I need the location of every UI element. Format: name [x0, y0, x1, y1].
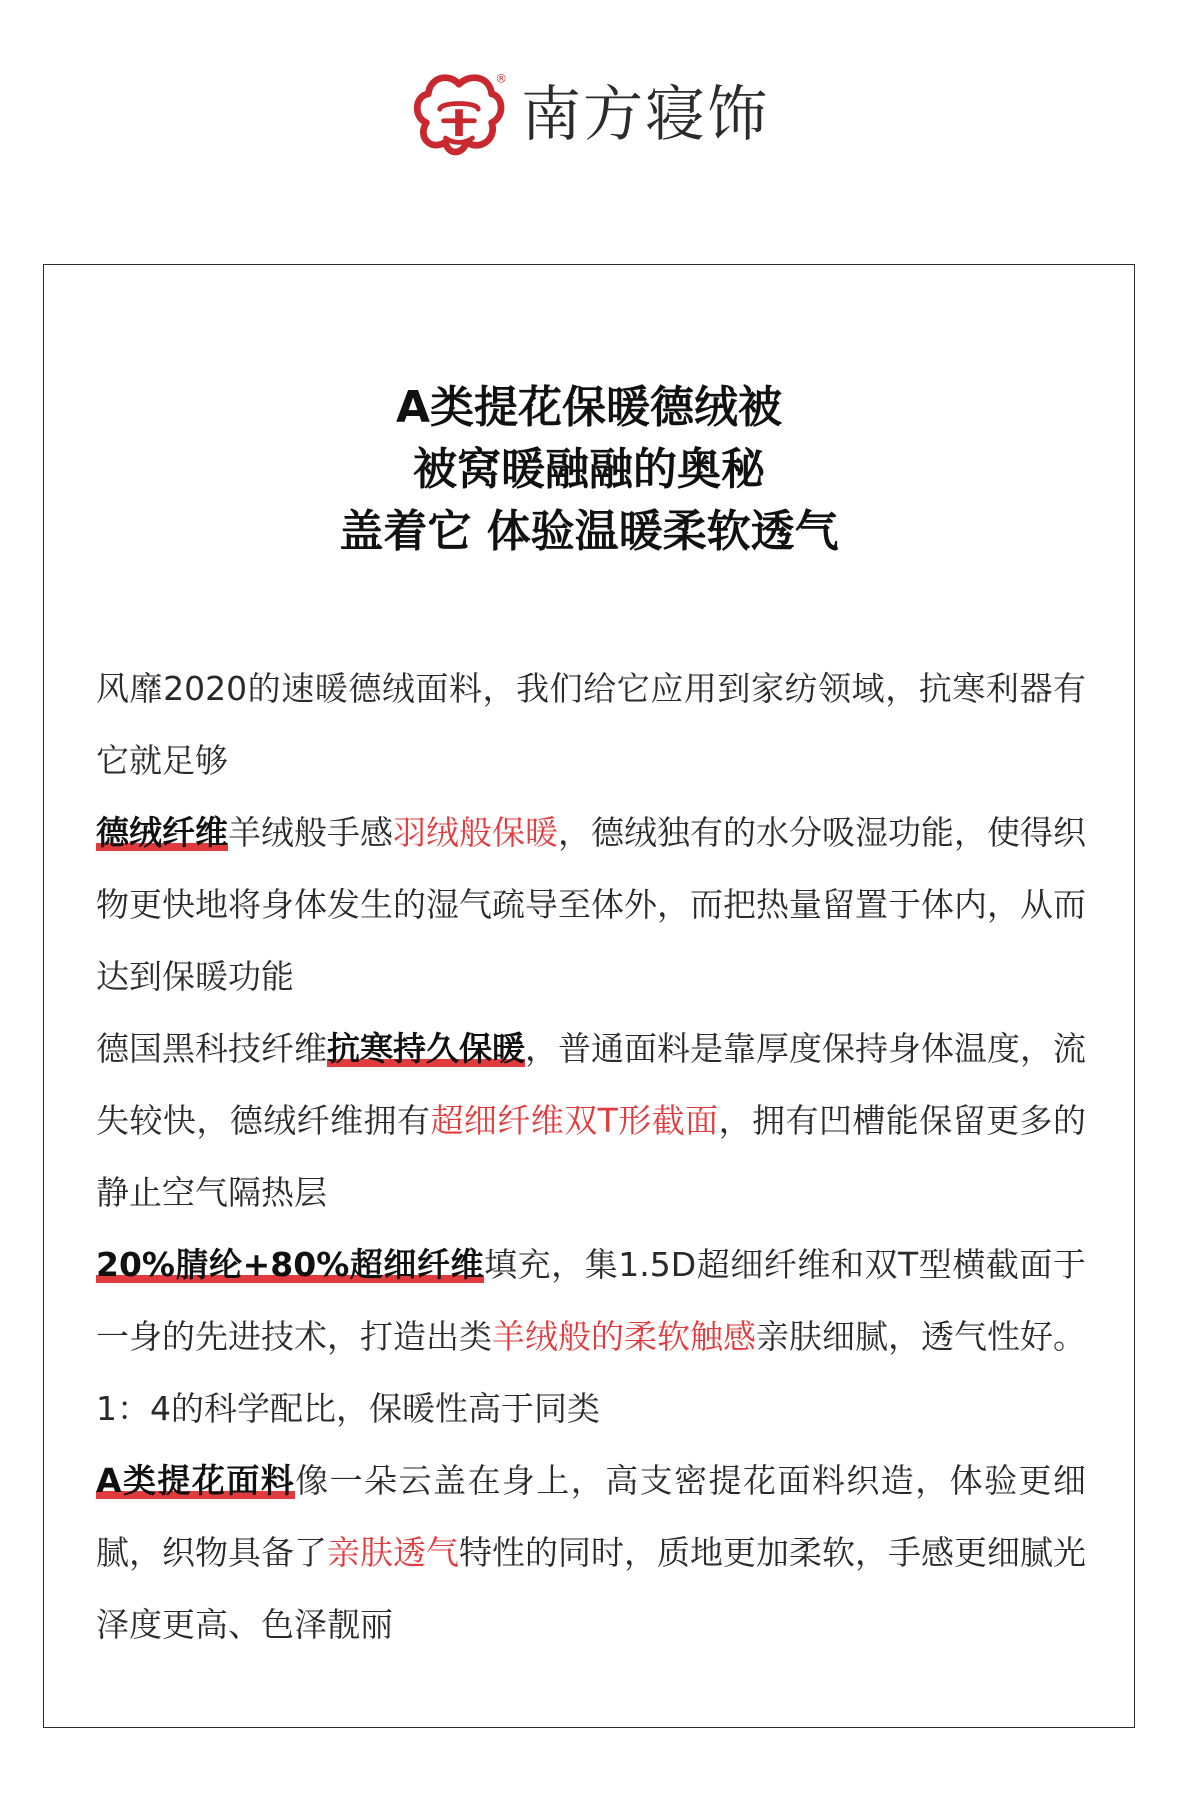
- paragraph-text: 德国黑科技纤维: [96, 1029, 327, 1068]
- title-line-1: A类提花保暖德绒被: [395, 382, 783, 433]
- paragraph-text: ，拥有凹槽能保留更多的静止空气隔热层: [96, 1101, 1087, 1212]
- paragraph: [96, 1013, 1086, 1229]
- keyword-highlight: 德绒纤维: [96, 813, 228, 852]
- emphasis-text: 亲肤透气: [327, 1533, 459, 1572]
- brand-logo-icon: [411, 67, 507, 163]
- keyword-highlight: A类提花面料: [96, 1461, 296, 1500]
- paragraph-text: 风靡2020的速暖德绒面料，我们给它应用到家纺领域，抗寒利器有它就足够: [96, 669, 1086, 780]
- body-text: [96, 653, 1086, 1661]
- paragraph-text: 羊绒般手感: [228, 813, 393, 852]
- brand: [411, 67, 769, 163]
- paragraph-text: ，普通面料是靠厚度保持身体温度，流失较快，德绒纤维拥有: [96, 1029, 1086, 1140]
- brand-name: 南方寝饰: [521, 80, 769, 150]
- paragraph-text: 特性的同时，质地更加柔软，手感更细腻光泽度更高、色泽靓丽: [96, 1533, 1086, 1644]
- paragraph-text: 填充，集1.5D超细纤维和双T型横截面于一身的先进技术，打造出类: [96, 1245, 1086, 1356]
- title-line-3: 盖着它 体验温暖柔软透气: [339, 506, 839, 557]
- paragraph: [96, 1229, 1086, 1445]
- emphasis-text: 羊绒般的柔软触感: [492, 1317, 756, 1356]
- paragraph-text: 亲肤细腻，透气性好。1：4的科学配比，保暖性高于同类: [96, 1317, 1086, 1428]
- emphasis-text: 超细纤维双T形截面: [430, 1101, 719, 1140]
- keyword-highlight: 20%腈纶+80%超细纤维: [96, 1245, 485, 1284]
- keyword-highlight: 抗寒持久保暖: [327, 1029, 525, 1068]
- paragraph-text: 像一朵云盖在身上，高支密提花面料织造，体验更细腻，织物具备了: [96, 1461, 1087, 1572]
- title-line-2: 被窝暖融融的奥秘: [413, 444, 765, 495]
- paragraph: [96, 797, 1086, 1013]
- content-frame: [43, 264, 1135, 1728]
- paragraph: [96, 653, 1086, 797]
- emphasis-text: 羽绒般保暖: [393, 813, 558, 852]
- title-block: [44, 377, 1134, 563]
- paragraph: [96, 1445, 1086, 1661]
- registered-mark: ®: [495, 71, 507, 86]
- paragraph-text: ，德绒独有的水分吸湿功能，使得织物更快地将身体发生的湿气疏导至体外，而把热量留置于体内，从而达到保暖功能: [96, 813, 1086, 996]
- header: [0, 60, 1180, 170]
